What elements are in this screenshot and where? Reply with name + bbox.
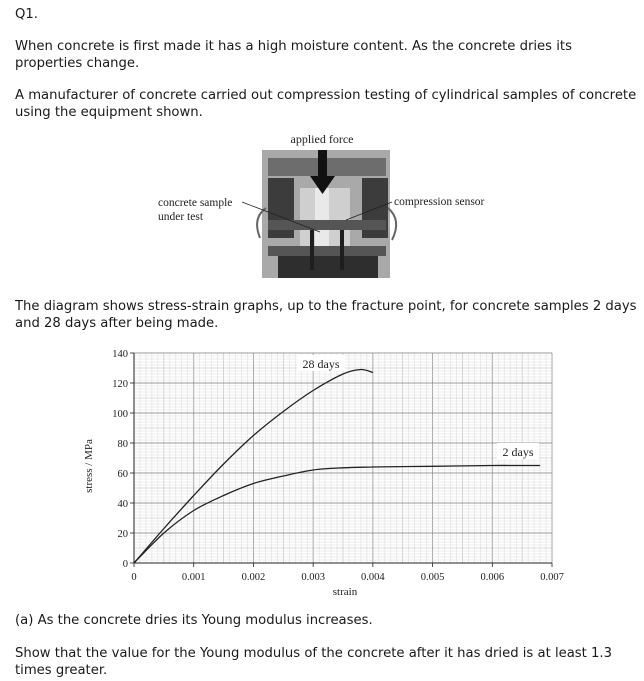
x-axis-label: strain: [332, 586, 358, 598]
compression-test-apparatus: [150, 128, 510, 288]
stress-strain-chart: [75, 343, 575, 603]
y-tick-label: 20: [117, 529, 128, 540]
applied-force-label: applied force: [290, 132, 354, 146]
sample-label-line2: under test: [158, 211, 204, 223]
series-label-2-days: 2 days: [502, 445, 534, 459]
y-axis-label: stress / MPa: [83, 439, 95, 493]
legend-28-days: [297, 355, 345, 371]
x-tick-label: 0.006: [480, 572, 505, 583]
y-tick-label: 140: [112, 349, 128, 360]
x-tick-label: 0.004: [361, 572, 385, 583]
x-tick-label: 0.001: [181, 572, 206, 583]
x-tick-label: 0.003: [301, 572, 325, 583]
part-a-statement: (a) As the concrete dries its Young modulus increases.: [15, 613, 373, 628]
chart-grid: [134, 353, 552, 563]
series-label-28-days: 28 days: [302, 357, 340, 371]
diagram-intro-paragraph: The diagram shows stress-strain graphs, up to the fracture point, for concrete samples 2 days and 28 days after being made.: [15, 299, 637, 331]
sample-label-line1: concrete sample: [158, 197, 233, 209]
x-tick-label: 0.005: [420, 572, 445, 583]
y-tick-label: 80: [117, 439, 128, 450]
y-tick-label: 60: [117, 469, 128, 480]
sensor-label: compression sensor: [394, 196, 485, 208]
legend-2-days: [497, 443, 539, 459]
y-tick-label: 120: [112, 379, 128, 390]
y-tick-label: 40: [117, 499, 128, 510]
x-tick-label: 0: [131, 572, 137, 583]
question-number: Q1.: [15, 7, 38, 22]
x-tick-label: 0.007: [540, 572, 564, 583]
y-tick-label: 100: [112, 409, 128, 420]
task-paragraph: Show that the value for the Young modulus of the concrete after it has dried is at least 1.3 times greater.: [15, 646, 613, 678]
x-tick-label: 0.002: [241, 572, 266, 583]
setup-paragraph: A manufacturer of concrete carried out compression testing of cylindrical samples of concrete using the equipment shown.: [15, 88, 637, 120]
intro-paragraph: When concrete is first made it has a high moisture content. As the concrete dries its properties change.: [15, 39, 572, 71]
y-tick-label: 0: [122, 559, 128, 570]
